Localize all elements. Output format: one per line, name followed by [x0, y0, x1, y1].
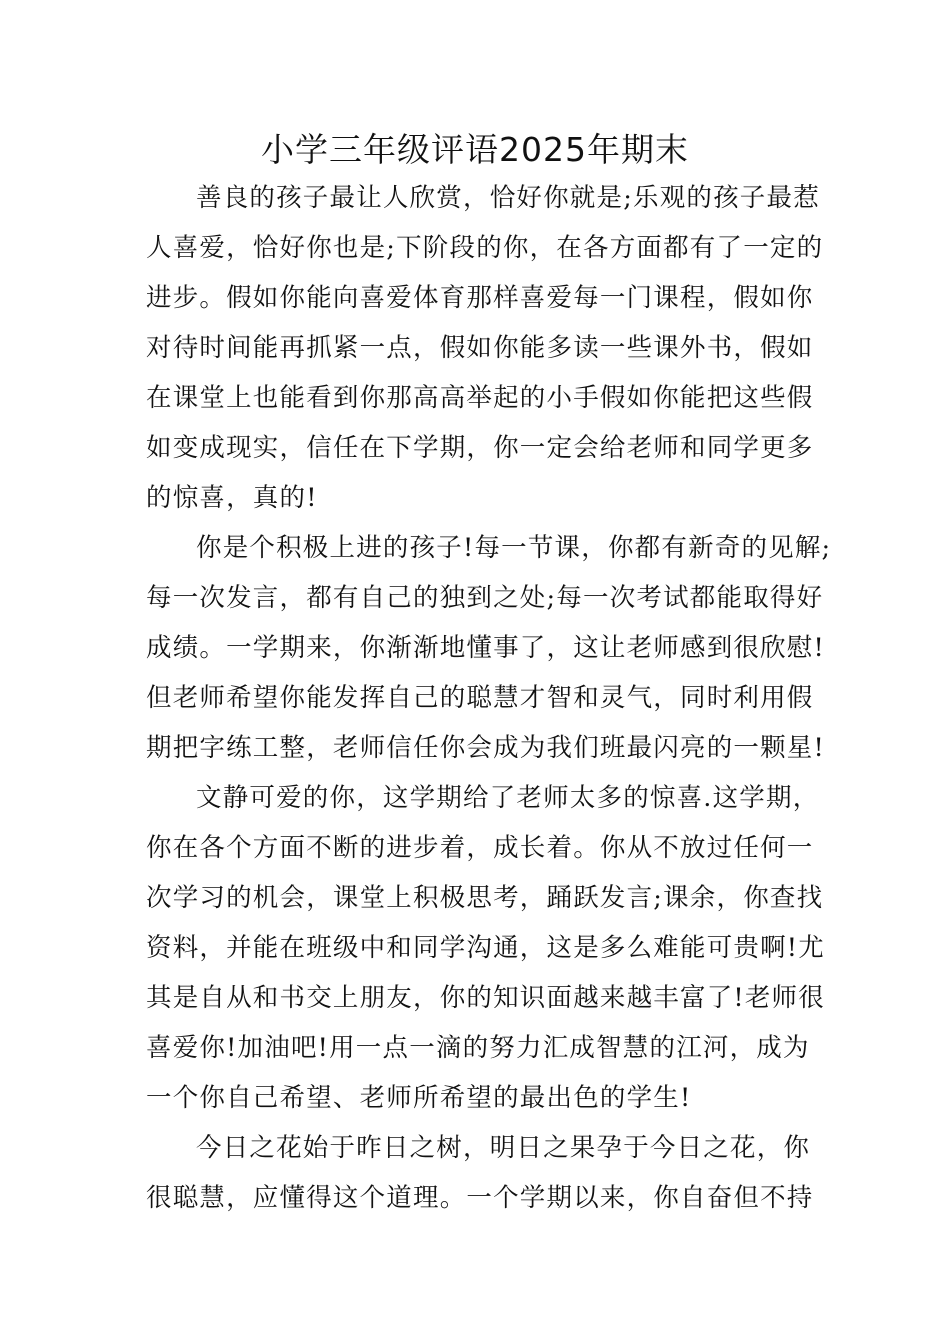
text-line: 很聪慧，应懂得这个道理。一个学期以来，你自奋但不持	[146, 1183, 814, 1213]
text-line: 喜爱你!加油吧!用一点一滴的努力汇成智慧的江河，成为	[146, 1033, 810, 1063]
text-line-paragraph-2-start: 你是个积极上进的孩子!每一节课，你都有新奇的见解;	[196, 533, 832, 563]
text-line: 期把字练工整，老师信任你会成为我们班最闪亮的一颗星!	[146, 733, 825, 763]
text-line-paragraph-3-start: 文静可爱的你，这学期给了老师太多的惊喜.这学期，	[196, 783, 820, 813]
text-line: 进步。假如你能向喜爱体育那样喜爱每一门课程，假如你	[146, 283, 814, 313]
text-line: 成绩。一学期来，你渐渐地懂事了，这让老师感到很欣慰!	[146, 633, 825, 663]
text-line-paragraph-4-start: 今日之花始于昨日之树，明日之果孕于今日之花，你	[196, 1133, 811, 1163]
document-title: 小学三年级评语2025年期末	[261, 130, 689, 169]
text-line: 次学习的机会，课堂上积极思考，踊跃发言;课余，你查找	[146, 883, 824, 913]
text-line: 其是自从和书交上朋友，你的知识面越来越丰富了!老师很	[146, 983, 825, 1013]
text-line: 你在各个方面不断的进步着，成长着。你从不放过任何一	[146, 833, 814, 863]
text-line: 在课堂上也能看到你那高高举起的小手假如你能把这些假	[146, 383, 814, 413]
text-line: 的惊喜，真的!	[146, 483, 318, 513]
text-line: 如变成现实，信任在下学期，你一定会给老师和同学更多	[146, 433, 814, 463]
text-line: 但老师希望你能发挥自己的聪慧才智和灵气，同时利用假	[146, 683, 814, 713]
text-line: 每一次发言，都有自己的独到之处;每一次考试都能取得好	[146, 583, 824, 613]
text-line-paragraph-1-start: 善良的孩子最让人欣赏，恰好你就是;乐观的孩子最惹	[196, 183, 820, 213]
text-line: 一个你自己希望、老师所希望的最出色的学生!	[146, 1083, 692, 1113]
text-line: 人喜爱，恰好你也是;下阶段的你，在各方面都有了一定的	[146, 233, 824, 263]
text-line: 对待时间能再抓紧一点，假如你能多读一些课外书，假如	[146, 333, 814, 363]
text-line: 资料，并能在班级中和同学沟通，这是多么难能可贵啊!尤	[146, 933, 825, 963]
